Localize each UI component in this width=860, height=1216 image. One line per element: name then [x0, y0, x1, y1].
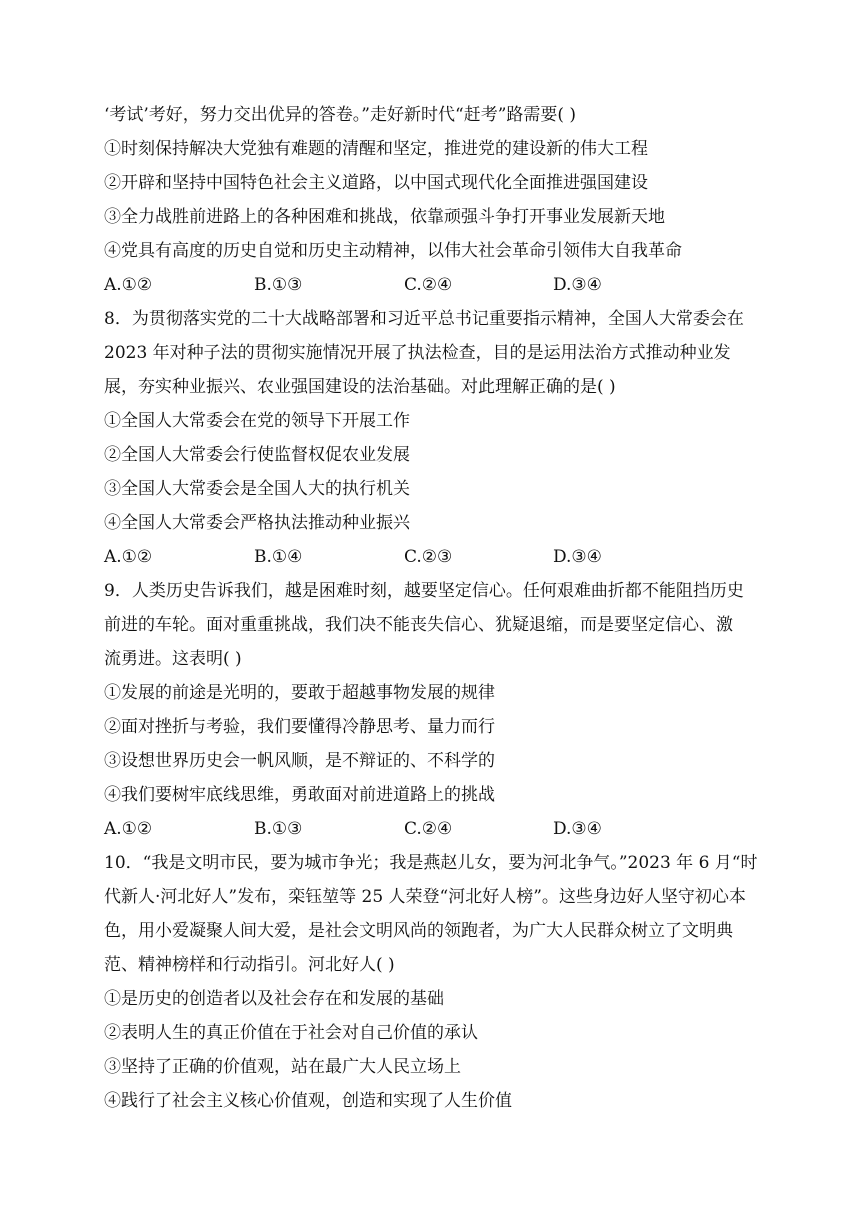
q8-stem-line-2: 2023 年对种子法的贯彻实施情况开展了执法检查，目的是运用法治方式推动种业发 — [104, 343, 731, 363]
q9-stem-line-3: 流勇进。这表明( ) — [104, 649, 242, 669]
q8-stem-line-1: 8．为贯彻落实党的二十大战略部署和习近平总书记重要指示精神，全国人大常委会在 — [104, 309, 744, 329]
q9-option-c[interactable]: C.②④ — [404, 819, 453, 839]
q7-statement-1: ①时刻保持解决大党独有难题的清醒和坚定，推进党的建设新的伟大工程 — [104, 139, 648, 159]
q9-statement-2: ②面对挫折与考验，我们要懂得冷静思考、量力而行 — [104, 717, 495, 737]
q8-statement-1: ①全国人大常委会在党的领导下开展工作 — [104, 411, 410, 431]
q9-statement-3: ③设想世界历史会一帆风顺，是不辩证的、不科学的 — [104, 751, 495, 771]
q7-statement-2: ②开辟和坚持中国特色社会主义道路，以中国式现代化全面推进强国建设 — [104, 173, 648, 193]
q9-stem-line-2: 前进的车轮。面对重重挑战，我们决不能丧失信心、犹疑退缩，而是要坚定信心、激 — [104, 615, 733, 635]
q7-option-b[interactable]: B.①③ — [254, 275, 303, 295]
q10-statement-3: ③坚持了正确的价值观，站在最广大人民立场上 — [104, 1057, 461, 1077]
q9-option-b[interactable]: B.①③ — [254, 819, 303, 839]
q7-option-a[interactable]: A.①② — [104, 275, 153, 295]
q8-statement-2: ②全国人大常委会行使监督权促农业发展 — [104, 445, 410, 465]
q10-statement-1: ①是历史的创造者以及社会存在和发展的基础 — [104, 989, 444, 1009]
q7-statement-3: ③全力战胜前进路上的各种困难和挑战，依靠顽强斗争打开事业发展新天地 — [104, 207, 665, 227]
q8-statement-3: ③全国人大常委会是全国人大的执行机关 — [104, 479, 410, 499]
q10-stem-line-1: 10．“我是文明市民，要为城市争光；我是燕赵儿女，要为河北争气。”2023 年 6 月“时 — [104, 853, 758, 873]
q8-options — [104, 546, 744, 568]
q10-statement-4: ④践行了社会主义核心价值观，创造和实现了人生价值 — [104, 1091, 512, 1111]
q10-stem-line-2: 代新人·河北好人”发布，栾钰堃等 25 人荣登“河北好人榜”。这些身边好人坚守初心本 — [104, 887, 746, 907]
q8-option-d[interactable]: D.③④ — [553, 547, 602, 567]
q8-option-c[interactable]: C.②③ — [404, 547, 453, 567]
q8-option-b[interactable]: B.①④ — [254, 547, 303, 567]
q8-statement-4: ④全国人大常委会严格执法推动种业振兴 — [104, 513, 410, 533]
q10-stem-line-3: 色，用小爱凝聚人间大爱，是社会文明风尚的领跑者，为广大人民群众树立了文明典 — [104, 921, 733, 941]
q7-option-c[interactable]: C.②④ — [404, 275, 453, 295]
q9-options — [104, 818, 744, 840]
q9-statement-1: ①发展的前途是光明的，要敢于超越事物发展的规律 — [104, 683, 495, 703]
q9-statement-4: ④我们要树牢底线思维，勇敢面对前进道路上的挑战 — [104, 785, 495, 805]
q7-options — [104, 274, 744, 296]
q8-option-a[interactable]: A.①② — [104, 547, 153, 567]
q10-statement-2: ②表明人生的真正价值在于社会对自己价值的承认 — [104, 1023, 478, 1043]
q9-option-a[interactable]: A.①② — [104, 819, 153, 839]
q7-option-d[interactable]: D.③④ — [553, 275, 602, 295]
q9-stem-line-1: 9．人类历史告诉我们，越是困难时刻，越要坚定信心。任何艰难曲折都不能阻挡历史 — [104, 581, 744, 601]
q7-statement-4: ④党具有高度的历史自觉和历史主动精神，以伟大社会革命引领伟大自我革命 — [104, 241, 682, 261]
q9-option-d[interactable]: D.③④ — [553, 819, 602, 839]
q10-stem-line-4: 范、精神榜样和行动指引。河北好人( ) — [104, 955, 395, 975]
q7-stem-tail: ‘考试’考好，努力交出优异的答卷。”走好新时代“赶考”路需要( ) — [104, 105, 577, 125]
q8-stem-line-3: 展，夯实种业振兴、农业强国建设的法治基础。对此理解正确的是( ) — [104, 377, 616, 397]
